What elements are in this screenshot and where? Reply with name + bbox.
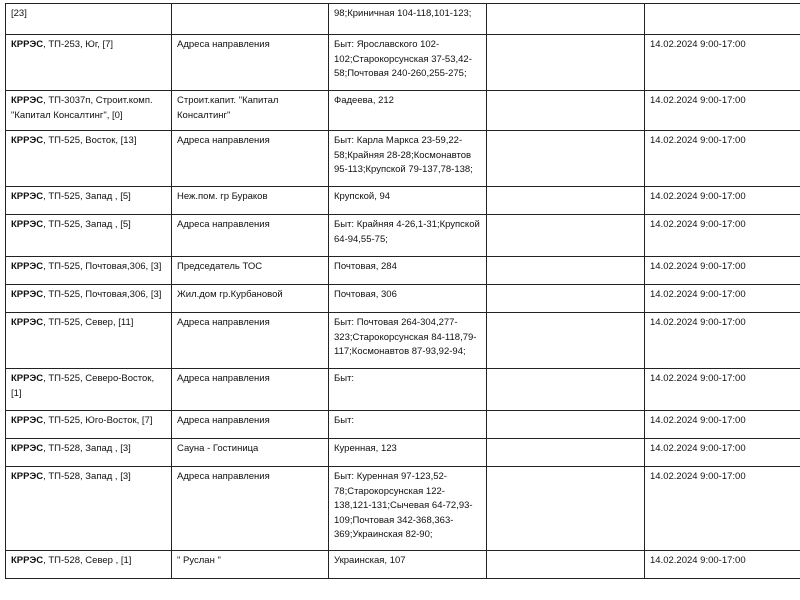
table-row bbox=[6, 285, 800, 313]
table-row bbox=[6, 187, 800, 215]
date-cell bbox=[645, 4, 800, 35]
address-cell: Украинская, 107 bbox=[329, 551, 487, 579]
address-cell: Быт: Карла Маркса 23-59,22- 58;Крайняя 28-28;Космонавтов 95-113;Крупской 79-137,78-138; bbox=[329, 131, 487, 187]
date-cell: 14.02.2024 9:00-17:00 bbox=[645, 257, 800, 285]
address-cell: Быт: Ярославского 102- 102;Старокорсунская 37-53,42- 58;Почтовая 240-260,255-275; bbox=[329, 35, 487, 91]
object-name: , ТП-528, Запад , [3] bbox=[43, 443, 131, 454]
object-name: , ТП-253, Юг, [7] bbox=[43, 39, 114, 50]
extra-cell bbox=[487, 439, 645, 467]
address-cell: Куренная, 123 bbox=[329, 439, 487, 467]
table-row bbox=[6, 215, 800, 257]
object-cell bbox=[6, 4, 172, 35]
object-cell bbox=[6, 411, 172, 439]
object-cell bbox=[6, 285, 172, 313]
date-cell: 14.02.2024 9:00-17:00 bbox=[645, 313, 800, 369]
object-name: , ТП-525, Северо-Восток, [1] bbox=[11, 373, 155, 399]
extra-cell bbox=[487, 285, 645, 313]
outage-table bbox=[5, 3, 800, 579]
org-name: КРРЭС bbox=[11, 289, 44, 300]
table-row bbox=[6, 467, 800, 551]
extra-cell bbox=[487, 91, 645, 131]
address-cell: Быт: Куренная 97-123,52- 78;Старокорсунская 122- 138,121-131;Сычевая 64-72,93- 109;Почтовая 342-368,363- 369;Украинская 82-90; bbox=[329, 467, 487, 551]
object-cell bbox=[6, 551, 172, 579]
table-row bbox=[6, 439, 800, 467]
address-cell: Быт: bbox=[329, 369, 487, 411]
extra-cell bbox=[487, 215, 645, 257]
consumer-cell: Адреса направления bbox=[172, 369, 329, 411]
date-cell: 14.02.2024 9:00-17:00 bbox=[645, 467, 800, 551]
address-cell: Быт: Почтовая 264-304,277- 323;Старокорсунская 84-118,79- 117;Космонавтов 87-93,92-94; bbox=[329, 313, 487, 369]
org-name: КРРЭС bbox=[11, 555, 44, 566]
org-name: КРРЭС bbox=[11, 261, 44, 272]
table-row bbox=[6, 369, 800, 411]
table-row bbox=[6, 411, 800, 439]
table-row bbox=[6, 551, 800, 579]
object-name: , ТП-525, Восток, [13] bbox=[43, 135, 137, 146]
address-cell: Почтовая, 284 bbox=[329, 257, 487, 285]
object-cell bbox=[6, 439, 172, 467]
extra-cell bbox=[487, 467, 645, 551]
table-row bbox=[6, 131, 800, 187]
org-name: КРРЭС bbox=[11, 373, 44, 384]
extra-cell bbox=[487, 411, 645, 439]
consumer-cell: Строит.капит. "Капитал Консалтинг" bbox=[172, 91, 329, 131]
org-name: КРРЭС bbox=[11, 471, 44, 482]
address-cell: Почтовая, 306 bbox=[329, 285, 487, 313]
org-name: КРРЭС bbox=[11, 39, 44, 50]
object-cell bbox=[6, 215, 172, 257]
address-cell: Быт: bbox=[329, 411, 487, 439]
org-name: КРРЭС bbox=[11, 317, 44, 328]
org-name: КРРЭС bbox=[11, 415, 44, 426]
date-cell: 14.02.2024 9:00-17:00 bbox=[645, 439, 800, 467]
extra-cell bbox=[487, 35, 645, 91]
address-cell: Крупской, 94 bbox=[329, 187, 487, 215]
extra-cell bbox=[487, 551, 645, 579]
consumer-cell: Неж.пом. гр Бураков bbox=[172, 187, 329, 215]
consumer-cell bbox=[172, 4, 329, 35]
consumer-cell: Сауна - Гостиница bbox=[172, 439, 329, 467]
object-name: , ТП-528, Запад , [3] bbox=[43, 471, 131, 482]
extra-cell bbox=[487, 257, 645, 285]
date-cell: 14.02.2024 9:00-17:00 bbox=[645, 215, 800, 257]
object-name: [23] bbox=[11, 8, 27, 19]
address-cell: 98;Криничная 104-118,101-123; bbox=[329, 4, 487, 35]
date-cell: 14.02.2024 9:00-17:00 bbox=[645, 91, 800, 131]
object-name: , ТП-525, Почтовая,306, [3] bbox=[43, 289, 162, 300]
address-cell: Фадеева, 212 bbox=[329, 91, 487, 131]
extra-cell bbox=[487, 187, 645, 215]
table-row bbox=[6, 313, 800, 369]
org-name: КРРЭС bbox=[11, 443, 44, 454]
object-name: , ТП-525, Запад , [5] bbox=[43, 219, 131, 230]
consumer-cell: Адреса направления bbox=[172, 411, 329, 439]
consumer-cell: Адреса направления bbox=[172, 131, 329, 187]
org-name: КРРЭС bbox=[11, 219, 44, 230]
object-name: , ТП-525, Почтовая,306, [3] bbox=[43, 261, 162, 272]
outage-table-body bbox=[6, 4, 800, 579]
table-row bbox=[6, 35, 800, 91]
consumer-cell: " Руслан " bbox=[172, 551, 329, 579]
date-cell: 14.02.2024 9:00-17:00 bbox=[645, 187, 800, 215]
consumer-cell: Жил.дом гр.Курбановой bbox=[172, 285, 329, 313]
object-name: , ТП-525, Север, [11] bbox=[43, 317, 134, 328]
object-cell bbox=[6, 467, 172, 551]
org-name: КРРЭС bbox=[11, 191, 44, 202]
object-name: , ТП-525, Юго-Восток, [7] bbox=[43, 415, 153, 426]
object-cell bbox=[6, 131, 172, 187]
org-name: КРРЭС bbox=[11, 95, 44, 106]
consumer-cell: Адреса направления bbox=[172, 35, 329, 91]
extra-cell bbox=[487, 4, 645, 35]
date-cell: 14.02.2024 9:00-17:00 bbox=[645, 285, 800, 313]
object-name: , ТП-528, Север , [1] bbox=[43, 555, 132, 566]
date-cell: 14.02.2024 9:00-17:00 bbox=[645, 131, 800, 187]
consumer-cell: Адреса направления bbox=[172, 467, 329, 551]
table-row bbox=[6, 4, 800, 35]
extra-cell bbox=[487, 313, 645, 369]
org-name: КРРЭС bbox=[11, 135, 44, 146]
extra-cell bbox=[487, 369, 645, 411]
address-cell: Быт: Крайняя 4-26,1-31;Крупской 64-94,55-75; bbox=[329, 215, 487, 257]
consumer-cell: Председатель ТОС bbox=[172, 257, 329, 285]
object-cell bbox=[6, 369, 172, 411]
consumer-cell: Адреса направления bbox=[172, 313, 329, 369]
object-cell bbox=[6, 35, 172, 91]
date-cell: 14.02.2024 9:00-17:00 bbox=[645, 35, 800, 91]
date-cell: 14.02.2024 9:00-17:00 bbox=[645, 411, 800, 439]
object-cell bbox=[6, 313, 172, 369]
date-cell: 14.02.2024 9:00-17:00 bbox=[645, 551, 800, 579]
table-row bbox=[6, 91, 800, 131]
object-cell bbox=[6, 187, 172, 215]
object-name: , ТП-525, Запад , [5] bbox=[43, 191, 131, 202]
object-cell bbox=[6, 91, 172, 131]
extra-cell bbox=[487, 131, 645, 187]
object-cell bbox=[6, 257, 172, 285]
object-name: , ТП-3037п, Строит.комп. "Капитал Консалтинг", [0] bbox=[11, 95, 153, 121]
consumer-cell: Адреса направления bbox=[172, 215, 329, 257]
table-row bbox=[6, 257, 800, 285]
date-cell: 14.02.2024 9:00-17:00 bbox=[645, 369, 800, 411]
